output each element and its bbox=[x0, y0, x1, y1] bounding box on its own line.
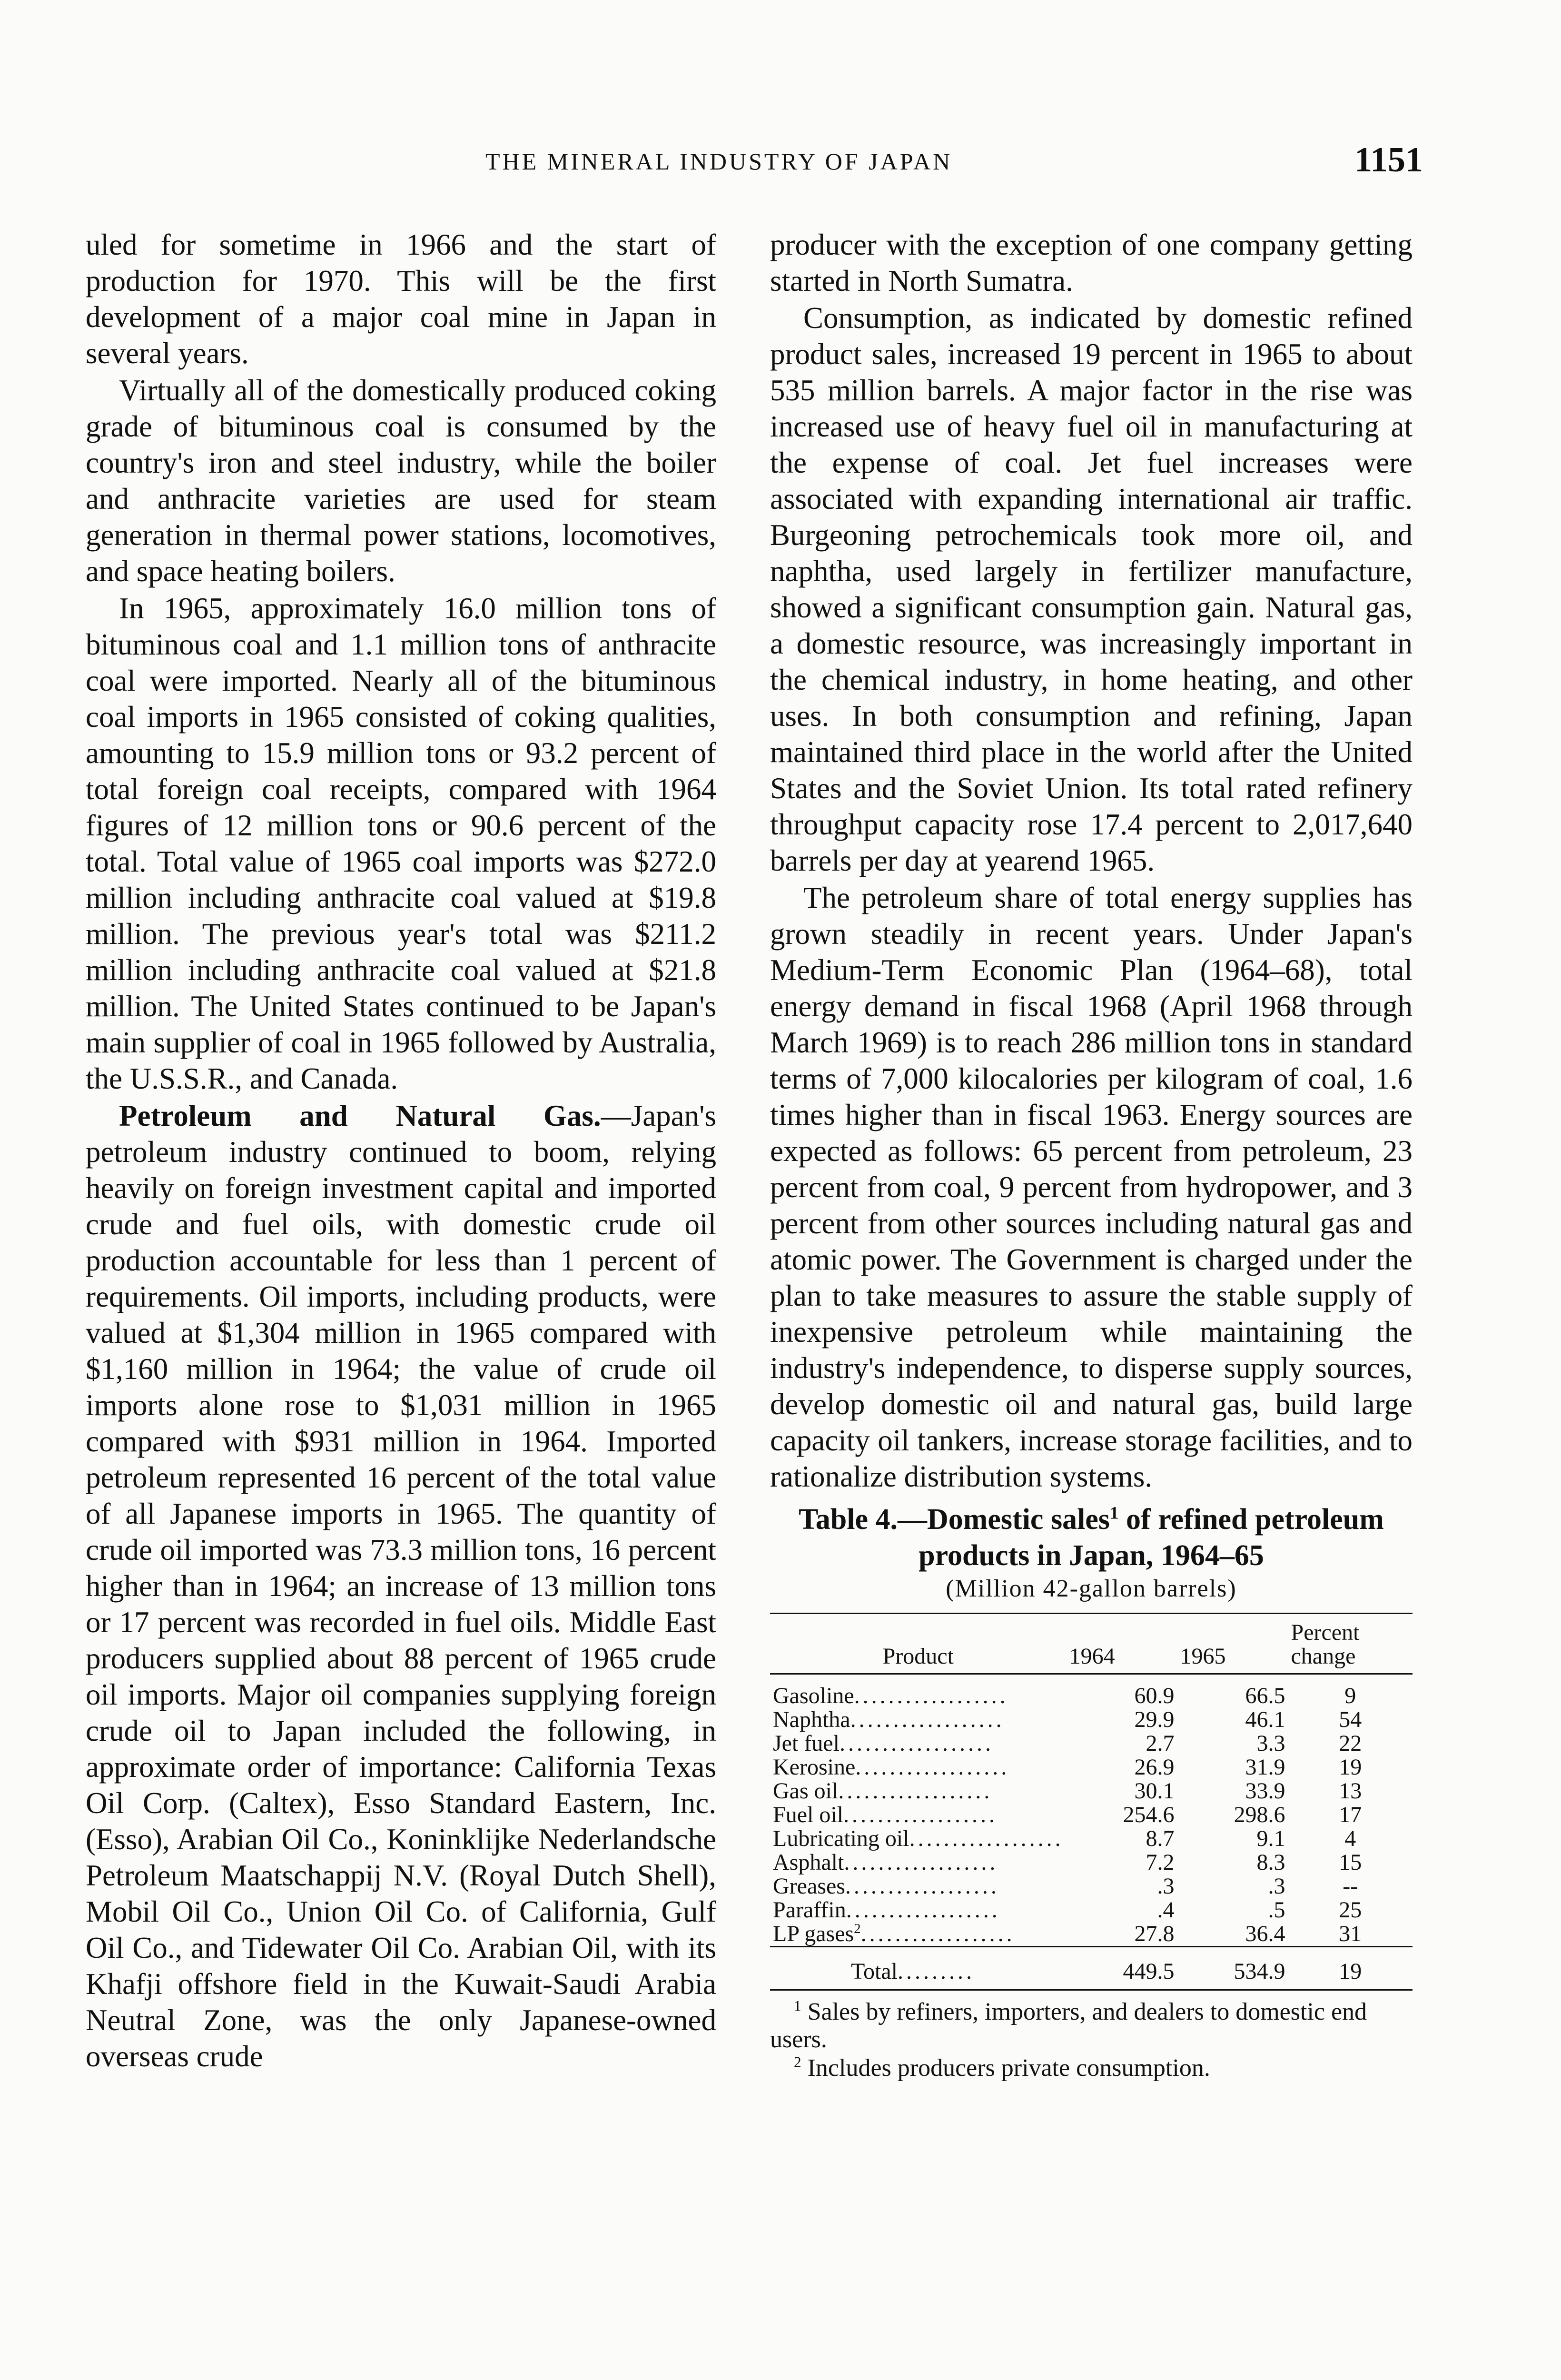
product-name: Kerosine.................. bbox=[773, 1755, 1010, 1779]
total-1964: 449.5 bbox=[1123, 1959, 1175, 1984]
value-1965: 9.1 bbox=[1256, 1826, 1285, 1851]
table-block bbox=[770, 1501, 1413, 2082]
value-1964: .3 bbox=[1157, 1874, 1175, 1899]
value-1965: .5 bbox=[1268, 1897, 1285, 1923]
value-1965: 8.3 bbox=[1256, 1850, 1285, 1875]
column-header: 1965 bbox=[1180, 1644, 1226, 1669]
value-1964: .4 bbox=[1157, 1897, 1175, 1923]
paragraph: producer with the exception of one company getting started in North Sumatra. bbox=[770, 228, 1413, 298]
table-row bbox=[770, 1803, 1413, 1827]
sales-table bbox=[770, 1613, 1413, 1991]
right-column bbox=[770, 227, 1413, 2082]
table-row bbox=[770, 1732, 1413, 1755]
value-1965: 33.9 bbox=[1245, 1778, 1285, 1804]
product-name: Asphalt.................. bbox=[773, 1851, 998, 1874]
total-label: Total......... bbox=[851, 1959, 975, 1984]
table-row bbox=[770, 1922, 1413, 1947]
value-1965: 36.4 bbox=[1245, 1921, 1285, 1946]
value-1964: 60.9 bbox=[1134, 1683, 1175, 1708]
value-1964: 7.2 bbox=[1146, 1850, 1175, 1875]
percent-change: 22 bbox=[1339, 1731, 1362, 1756]
table-row bbox=[770, 1755, 1413, 1779]
paragraph: uled for sometime in 1966 and the start of production for 1970. This will be the first development of a major coal mine in Japan in several years. bbox=[86, 228, 716, 370]
column-header: Product bbox=[882, 1644, 954, 1669]
percent-change: 54 bbox=[1339, 1707, 1362, 1732]
paragraph bbox=[86, 1098, 716, 2074]
table-row bbox=[770, 1898, 1413, 1922]
percent-change: 15 bbox=[1339, 1850, 1362, 1875]
percent-change: 31 bbox=[1339, 1921, 1362, 1946]
value-1964: 30.1 bbox=[1134, 1778, 1175, 1804]
running-title: THE MINERAL INDUSTRY OF JAPAN bbox=[485, 148, 953, 175]
value-1964: 254.6 bbox=[1123, 1802, 1175, 1827]
table-row bbox=[770, 1874, 1413, 1898]
value-1965: 31.9 bbox=[1245, 1755, 1285, 1780]
footnote: $^2$ Includes producers private consumption. bbox=[794, 2053, 1210, 2082]
value-1965: .3 bbox=[1268, 1874, 1285, 1899]
product-name: Lubricating oil.................. bbox=[773, 1827, 1064, 1851]
table-body bbox=[770, 1674, 1413, 1947]
percent-change: 9 bbox=[1344, 1683, 1356, 1708]
paragraph-text: —Japan's petroleum industry continued to boom, relying heavily on foreign investment capital and imported crude and fuel oils, with domestic crude oil production accountable for less than 1 percent of requirements. Oil imports, including products, were valued at $1,304 million in 1965 compared with $1,160 million in 1964; the value of crude oil imports alone rose to $1,031 million in 1965 compared with $931 million in 1964. Imported petroleum represented 16 percent of the total value of all Japanese imports in 1965. The quantity of crude oil imported was 73.3 million tons, 16 percent higher than in 1964; an increase of 13 million tons or 17 percent was recorded in fuel oils. Middle East producers supplied about 88 percent of 1965 crude oil imports. Major oil companies supplying foreign crude oil to Japan included the following, in approximate order of importance: California Texas Oil Corp. (Caltex), Esso Standard Eastern, Inc. (Esso), Arabian Oil Co., Koninklijke Nederlandsche Petroleum Maatschappij N.V. (Royal Dutch Shell), Mobil Oil Co., Union Oil Co. of California, Gulf Oil Co., and Tidewater Oil Co. Arabian Oil, with its Khafji offshore field in the Kuwait-Saudi Arabia Neutral Zone, was the only Japanese-owned overseas crude bbox=[86, 1099, 716, 2073]
table-total-row bbox=[770, 1947, 1413, 1990]
product-name: Gasoline.................. bbox=[773, 1683, 1008, 1708]
value-1965: 66.5 bbox=[1245, 1683, 1285, 1708]
table-row bbox=[770, 1851, 1413, 1874]
paragraph: The petroleum share of total energy supplies has grown steadily in recent years. Under Japan's Medium-Term Economic Plan (1964–68), total energy demand in fiscal 1968 (April 1968 through March 1969) is to reach 286 million tons in standard terms of 7,000 kilocalories per kilogram of coal, 1.6 times higher than in fiscal 1963. Energy sources are expected as follows: 65 percent from petroleum, 23 percent from coal, 9 percent from hydropower, and 3 percent from other sources including natural gas and atomic power. The Government is charged under the plan to take measures to assure the stable supply of inexpensive petroleum while maintaining the industry's independence, to disperse supply sources, develop domestic oil and natural gas, build large capacity oil tankers, increase storage facilities, and to rationalize distribution systems. bbox=[770, 881, 1413, 1493]
product-name: Paraffin.................. bbox=[773, 1898, 1000, 1922]
total-percent: 19 bbox=[1339, 1959, 1362, 1984]
value-1964: 2.7 bbox=[1146, 1731, 1175, 1756]
paragraph: In 1965, approximately 16.0 million tons of bituminous coal and 1.1 million tons of anthracite coal were imported. Nearly all of the bituminous coal imports in 1965 consisted of coking qualities, amounting to 15.9 million tons or 93.2 percent of total foreign coal receipts, compared with 1964 figures of 12 million tons or 90.6 percent of the total. Total value of 1965 coal imports was $272.0 million including anthracite coal valued at $19.8 million. The previous year's total was $211.2 million including anthracite coal valued at $21.8 million. The United States continued to be Japan's main supplier of coal in 1965 followed by Australia, the U.S.S.R., and Canada. bbox=[86, 592, 716, 1095]
total-1965: 534.9 bbox=[1234, 1959, 1285, 1984]
percent-change: 25 bbox=[1339, 1897, 1362, 1923]
product-name: Fuel oil.................. bbox=[773, 1803, 998, 1827]
product-name: Jet fuel.................. bbox=[773, 1732, 994, 1755]
value-1965: 46.1 bbox=[1245, 1707, 1285, 1732]
product-name: Gas oil.................. bbox=[773, 1779, 993, 1803]
percent-change: 13 bbox=[1339, 1778, 1362, 1804]
product-name: Greases.................. bbox=[773, 1874, 999, 1898]
percent-change: 17 bbox=[1339, 1802, 1362, 1827]
table-row bbox=[770, 1708, 1413, 1732]
value-1964: 8.7 bbox=[1146, 1826, 1175, 1851]
page-number: 1151 bbox=[1354, 140, 1423, 179]
left-column bbox=[86, 227, 716, 2074]
product-name: LP gases$^2$.................. bbox=[773, 1922, 1015, 1946]
footnote: $^1$ Sales by refiners, importers, and dealers to domestic end users. bbox=[770, 1997, 1367, 2053]
table-header-row bbox=[770, 1614, 1413, 1674]
product-name: Naphtha.................. bbox=[773, 1708, 1005, 1732]
value-1964: 27.8 bbox=[1134, 1921, 1175, 1946]
value-1964: 26.9 bbox=[1134, 1755, 1175, 1780]
paragraph: Virtually all of the domestically produced coking grade of bituminous coal is consumed by the country's iron and steel industry, while the boiler and anthracite varieties are used for steam generation in thermal power stations, locomotives, and space heating boilers. bbox=[86, 374, 716, 588]
percent-change: -- bbox=[1343, 1874, 1358, 1899]
footnote-ref: 1 bbox=[1109, 1503, 1119, 1523]
table-row bbox=[770, 1674, 1413, 1708]
percent-change: 4 bbox=[1344, 1826, 1356, 1851]
column-header: 1964 bbox=[1069, 1644, 1115, 1669]
table-title: Table 4.—Domestic sales$^1$ of refined petroleum products in Japan, 1964–65 bbox=[799, 1503, 1384, 1572]
value-1964: 29.9 bbox=[1134, 1707, 1175, 1732]
percent-change: 19 bbox=[1339, 1755, 1362, 1780]
table-row bbox=[770, 1779, 1413, 1803]
paragraph: Consumption, as indicated by domestic refined product sales, increased 19 percent in 1965 to about 535 million barrels. A major factor in the rise was increased use of heavy fuel oil in manufacturing at the expense of coal. Jet fuel increases were associated with expanding international air traffic. Burgeoning petrochemicals took more oil, and naphtha, used largely in fertilizer manufacture, showed a significant consumption gain. Natural gas, a domestic resource, was increasingly important in the chemical industry, in home heating, and other uses. In both consumption and refining, Japan maintained third place in the world after the United States and the Soviet Union. Its total rated refinery throughput capacity rose 17.4 percent to 2,017,640 barrels per day at yearend 1965. bbox=[770, 301, 1413, 877]
column-header: Percent change bbox=[1291, 1620, 1360, 1669]
value-1965: 3.3 bbox=[1256, 1731, 1285, 1756]
value-1965: 298.6 bbox=[1234, 1802, 1285, 1827]
table-row bbox=[770, 1827, 1413, 1851]
table-footnotes bbox=[770, 1998, 1413, 2082]
table-units: (Million 42-gallon barrels) bbox=[946, 1575, 1237, 1602]
section-heading: Petroleum and Natural Gas. bbox=[119, 1099, 601, 1132]
page-header bbox=[95, 140, 1423, 181]
